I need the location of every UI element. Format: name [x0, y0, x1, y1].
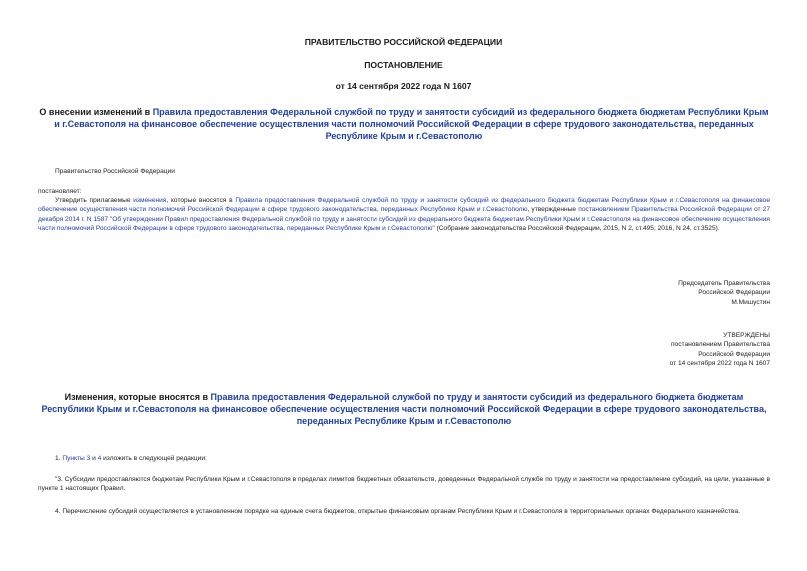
- header-org: ПРАВИТЕЛЬСТВО РОССИЙСКОЙ ФЕДЕРАЦИИ: [304, 37, 503, 47]
- p1-text-a: Утвердить прилагаемые: [55, 197, 134, 204]
- resolves-line: постановляет:: [38, 188, 82, 195]
- signature-block: [500, 279, 770, 307]
- paragraph-approve: [38, 196, 770, 234]
- approved-title: УТВЕРЖДЕНЫ: [723, 332, 770, 339]
- changes-title-link[interactable]: Правила предоставления Федеральной службой по труду и занятости субсидий из федерального бюджета бюджетам Республики Крым и г.Севастополя на финансовое обеспечение осуществления части полномочий Российской Федерации в сфере трудового законодательства, переданных Республике Крым и г.Севастополю: [41, 392, 767, 426]
- approved-org: Российской Федерации: [698, 350, 770, 358]
- item-1-num: 1.: [55, 455, 63, 462]
- p1-text-c: , утвержденные: [527, 206, 579, 214]
- document-title: [38, 106, 770, 142]
- gov-line: Правительство Российской Федерации: [55, 168, 175, 175]
- signature-org: Российской Федерации: [698, 289, 770, 297]
- p1-text-d: (Собрание законодательства Российской Федерации, 2015, N 2, ст.495; 2016, N 24, ст.3525).: [434, 225, 720, 233]
- resolution-1587-link[interactable]: постановлением Правительства Российской Федерации от 27 декабря 2014 г. N 1587 "Об утверждении Правил предоставления Федеральной службой по труду и занятости субсидий из федерального бюджета бюджетам Республики Крым и г.Севастополя на финансовое обеспечение осуществления части полномочий Российской Федерации в сфере трудового законодательства, переданных Республике Крым и г.Севастополю": [38, 206, 770, 233]
- approved-block: [500, 331, 770, 369]
- item-1-text: изложить в следующей редакции:: [101, 455, 207, 462]
- changes-title-prefix: Изменения, которые вносятся в: [64, 392, 211, 402]
- item-1: [55, 454, 207, 463]
- approved-by: постановлением Правительства: [670, 341, 770, 349]
- approved-date: от 14 сентября 2022 года N 1607: [669, 360, 770, 368]
- changes-link[interactable]: изменения: [133, 197, 167, 204]
- header-doc-type: ПОСТАНОВЛЕНИЕ: [364, 60, 443, 70]
- header-date-number: от 14 сентября 2022 года N 1607: [335, 81, 472, 91]
- item-3-paragraph: "3. Субсидии предоставляются бюджетам Республики Крым и г.Севастополя в пределах лимитов бюджетных обязательств, доведенных Федеральной службе по труду и занятости на предоставление субсидий, на цели, указанные в пункте 1 настоящих Правил.: [38, 476, 770, 493]
- signature-position: Председатель Правительства: [678, 280, 770, 287]
- title-rules-link[interactable]: Правила предоставления Федеральной службой по труду и занятости субсидий из федерального бюджета бюджетам Республики Крым и г.Севастополя на финансовое обеспечение осуществления части полномочий Российской Федерации в сфере трудового законодательства, переданных Республике Крым и г.Севастополю: [54, 107, 769, 141]
- point-4-link[interactable]: 4: [97, 455, 102, 462]
- point-3-link[interactable]: Пункты 3: [62, 455, 91, 462]
- changes-title: [38, 391, 770, 427]
- item-4-paragraph: 4. Перечисление субсидий осуществляется в установленном порядке на единые счета бюджетов, открытые финансовым органам Республики Крым и г.Севастополя в территориальных органах Федерального казначейства.: [55, 508, 740, 515]
- item-1-and: и: [90, 455, 98, 462]
- signature-name: М.Мишустин: [731, 298, 770, 306]
- p1-text-b: , которые вносятся в: [166, 197, 236, 204]
- title-prefix: О внесении изменений в: [39, 107, 153, 117]
- rules-link[interactable]: Правила предоставления Федеральной службой по труду и занятости субсидий из федерального бюджета бюджетам Республики Крым и г.Севастополя на финансовое обеспечение осуществления части полномочий Российской Федерации в сфере трудового законодательства, переданных Республике Крым и г.Севастополю: [38, 197, 770, 214]
